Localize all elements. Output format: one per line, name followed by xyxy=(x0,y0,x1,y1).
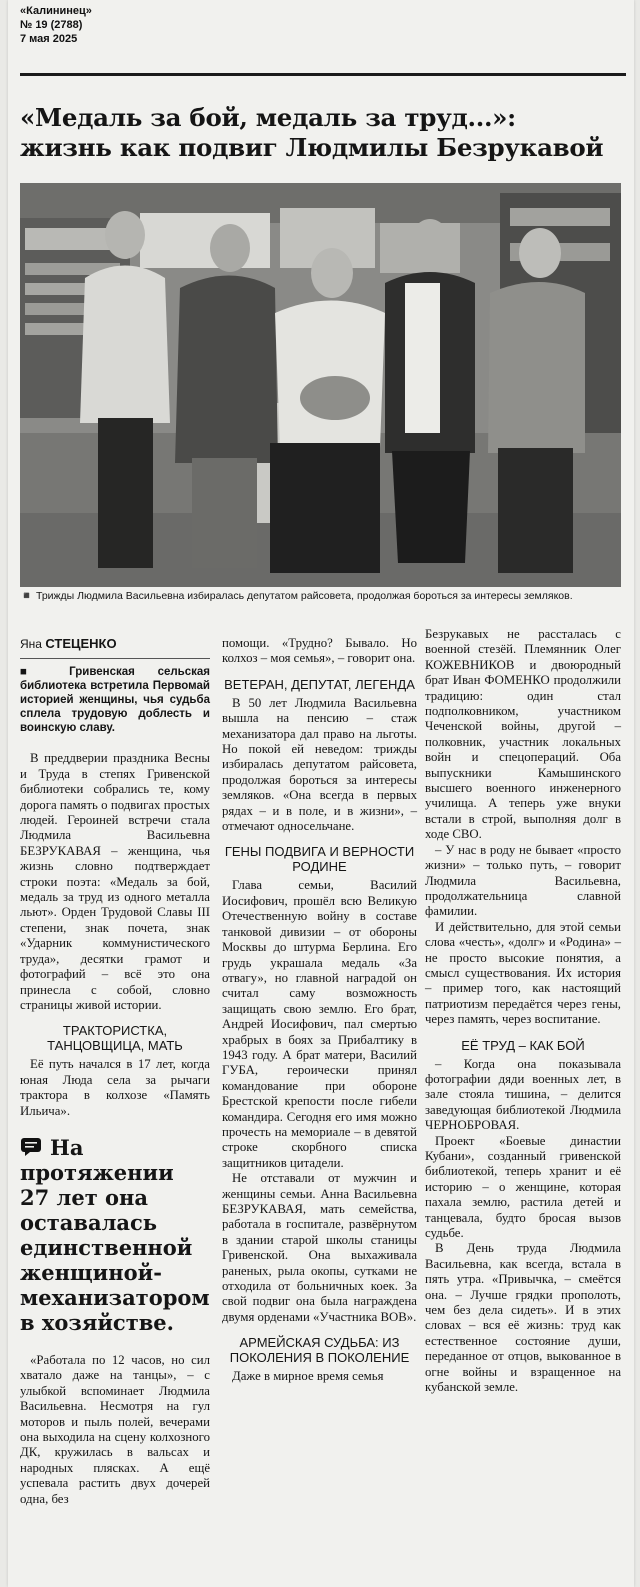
headline-line-1: «Медаль за бой, медаль за труд...»: xyxy=(20,103,516,132)
article-headline xyxy=(20,103,630,163)
paragraph: В День труда Людмила Васильевна, как всегда, встала в пять утра. «Привычка, – смеётся она. – Лучше грядки прополоть, чем без дела сидеть». И в этих словах – вся её жизнь: труд как естественное состояние души, переданное от отцов, выкованное в огне войны и взращенное на кубанской земле. xyxy=(425,1241,621,1395)
paragraph: помощи. «Трудно? Бывало. Но колхоз – моя семья», – говорит она. xyxy=(222,636,417,666)
subheading: ТРАКТОРИСТКА, ТАНЦОВЩИЦА, МАТЬ xyxy=(47,1023,183,1054)
article-column-3 xyxy=(425,627,621,1396)
paragraph: – Когда она показывала фотографии дяди военных лет, в зале стояла тишина, – делится заведующая библиотекой Людмила ЧЕРНОБРОВАЯ. xyxy=(425,1056,621,1133)
paragraph: Безрукавых не рассталась с военной стезёй. Племянник Олег КОЖЕВНИКОВ и двоюродный брат Иван ФОМЕНКО продолжили традицию: один стал подполковником, участником Чеченской войны, другой – полковник, участник локальных войн и спецопераций. Оба выпускники Камышинского высшего военного инженерного училища. А теперь уже внуки встали в строй, выполняя долг в ходе СВО. xyxy=(425,627,621,842)
byline xyxy=(20,636,210,652)
header-rule xyxy=(20,73,626,76)
paragraph: Даже в мирное время семья xyxy=(232,1369,384,1384)
photo-caption xyxy=(20,590,620,603)
camera-icon: ◾ xyxy=(20,590,36,602)
subheading: ВЕТЕРАН, ДЕПУТАТ, ЛЕГЕНДА xyxy=(224,676,415,692)
subheading: ЕЁ ТРУД – КАК БОЙ xyxy=(461,1037,585,1053)
paragraph: Глава семьи, Василий Иосифович, прошёл всю Великую Отечественную войну в составе танковой дивизии – от обороны Москвы до штурма Берлина. Его грудь украшала медаль «За отвагу», но главной наградой он считал саму возможность защищать свою землю. Его брат, Андрей Иосифович, пал смертью храбрых в боях за Прибалтику в 1943 году. А брат матери, Василий ГУБА, героически принял командование при обороне Брестской крепости после гибели командира. Сегодня его имя можно прочесть на мемориале – в девятой строке скорбного списка защитников цитадели. xyxy=(222,878,417,1170)
issue-date: 7 мая 2025 xyxy=(20,33,78,45)
article-column-2 xyxy=(222,636,417,1385)
paragraph: «Работала по 12 часов, но сил хватало даже на танцы», – с улыбкой вспоминает Людмила Васильевна. Несмотря на гул моторов и пыль полей, вечерами она выходила на сцену колхозного ДК, кружилась в вальсах и народных плясках. А ещё успевала растить двух дочерей одна, без xyxy=(20,1352,210,1506)
paragraph: В 50 лет Людмила Васильевна вышла на пенсию – стаж механизатора дал право на льготы. Но покой ей неведом: трижды избиралась депутатом райсовета, продолжая бороться за интересы земляков. «Она всегда в первых рядах – и в поле, и в жизни», – отмечают односельчане. xyxy=(222,695,417,834)
photo-caption-text: Трижды Людмила Васильевна избиралась депутатом райсовета, продолжая бороться за интересы земляков. xyxy=(36,590,573,602)
subheading: АРМЕЙСКАЯ СУДЬБА: ИЗ ПОКОЛЕНИЯ В ПОКОЛЕНИЕ xyxy=(229,1335,410,1366)
paragraph: И действительно, для этой семьи слова «честь», «долг» и «Родина» – не просто высокие понятия, а смысл существования. Их история – пример того, как настоящий патриотизм передаётся через гены, через память, через воспитание. xyxy=(425,919,621,1027)
paragraph: В преддверии праздника Весны и Труда в степях Гривенской библиотеки собрались те, кому дорога память о подвигах простых людей. Героиней встречи стала Людмила Васильевна БЕЗРУКАВАЯ – женщина, чья жизнь словно подтверждает строки поэта: «Медаль за бой, медаль за труд из одного металла льют». Орден Трудовой Славы III степени, знак почета, знак «Ударник коммунистического труда», десятки грамот и фотографий – всё это она принесла с собой, словно страницы живой истории. xyxy=(20,751,210,1012)
pull-quote xyxy=(20,1135,210,1335)
paragraph: Не отставали от мужчин и женщины семьи. Анна Васильевна БЕЗРУКАВАЯ, мать семейства, работала в госпитале, развёрнутом в здании старой школы станицы Гривенской. Она выхаживала раненых, рыла окопы, сутками не отходила от больничных коек. За свой подвиг она была награждена двумя орденами «Участника ВОВ». xyxy=(222,1171,417,1324)
group-photo-illustration xyxy=(20,183,621,587)
lead-text: Гривенская сельская библиотека встретила Первомай историей женщины, чья судьба сплела трудовую доблесть и воинскую славу. xyxy=(20,666,210,735)
speech-bubble-icon xyxy=(20,1137,42,1157)
masthead xyxy=(20,4,92,46)
paragraph: – У нас в роду не бывает «просто жизни» – только путь, – говорит Людмила Васильевна, продолжательница славной фамилии. xyxy=(425,842,621,919)
paper-name: «Калининец» xyxy=(20,5,92,17)
author-first-name: Яна xyxy=(20,637,42,651)
headline-line-2: жизнь как подвиг Людмилы Безрукавой xyxy=(20,133,604,162)
article-photo xyxy=(20,183,621,587)
subheading: ГЕНЫ ПОДВИГА И ВЕРНОСТИ РОДИНЕ xyxy=(224,844,415,875)
pull-quote-text: На протяжении 27 лет она оставалась единственной женщиной-механизатором в хозяйстве. xyxy=(20,1134,210,1335)
paragraph: Проект «Боевые династии Кубани», созданный гривенской библиотекой, теперь хранит и её историю – о женщине, которая пахала землю, растила детей и танцевала, будто бросая вызов судьбе. xyxy=(425,1133,621,1241)
lead-marker-icon: ■ xyxy=(20,666,70,679)
author-last-name: СТЕЦЕНКО xyxy=(45,636,117,651)
article-lead xyxy=(20,658,210,735)
issue-number: № 19 (2788) xyxy=(20,19,83,31)
paragraph: Её путь начался в 17 лет, когда юная Люда села за рычаги трактора в колхозе «Память Ильича». xyxy=(20,1057,210,1118)
article-column-1 xyxy=(20,636,210,1507)
